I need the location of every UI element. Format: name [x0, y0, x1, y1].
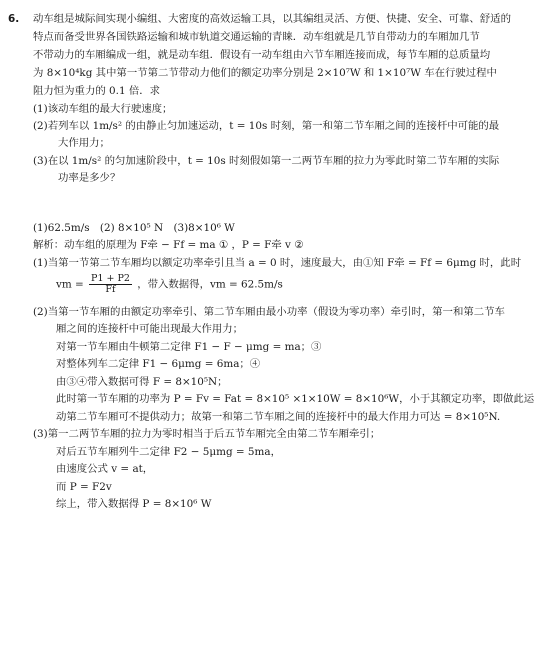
solution-line: 对第一节车厢由牛顿第二定律 F1 − F − μmg = ma；③ — [56, 341, 322, 353]
formula-lhs: vm = — [56, 278, 84, 291]
question-stem-line: 特点而备受世界各国铁路运输和城市轨道交通运输的青睐．动车组就是几节自带动力的车厢加几节 — [33, 31, 480, 43]
solution-line: 综上，带入数据得 P = 8×10⁶ W — [56, 498, 212, 510]
solution-line: (3)第一二两节车厢的拉力为零时相当于后五节车厢完全由第二节车厢牵引； — [33, 428, 381, 440]
question-part-2-cont: 大作用力； — [58, 137, 110, 149]
fraction-denominator: Ff — [105, 284, 116, 295]
solution-line: 对整体列车二定律 F1 − 6μmg = 6ma；④ — [56, 358, 261, 370]
solution-line: (1)当第一节第二节车厢均以额定功率牵引且当 a = 0 时，速度最大，由①知 F牵 = Ff = 6μmg 时，此时 — [33, 257, 522, 269]
question-stem-line: 不带动力的车厢编成一组，就是动车组．假设有一动车组由六节车厢连接而成，每节车厢的总质量均 — [33, 49, 491, 61]
solution-line: 对后五节车厢列牛二定律 F2 − 5μmg = 5ma， — [56, 446, 281, 458]
velocity-formula-line — [56, 274, 283, 295]
question-part-3: (3)在以 1m/s² 的匀加速阶段中，t = 10s 时刻假如第一二两节车厢的拉力为零此时第二节车厢的实际 — [33, 155, 500, 167]
velocity-fraction — [89, 274, 132, 295]
solution-line: 动第二节车厢可不提供动力；故第一和第二节车厢之间的连接杆中的最大作用力可达 = 8×10⁵N. — [56, 411, 501, 423]
solution-line: 厢之间的连接杆中可能出现最大作用力； — [56, 323, 244, 335]
question-part-2: (2)若列车以 1m/s² 的由静止匀加速运动，t = 10s 时刻，第一和第二节车厢之间的连接杆中可能的最 — [33, 120, 500, 132]
question-part-3-cont: 功率是多少？ — [58, 172, 121, 184]
solution-line: 解析：动车组的原理为 F牵 − Ff = ma ① ，P = F牵 v ② — [33, 239, 304, 251]
question-number: 6. — [8, 13, 20, 25]
solution-line: (2)当第一节车厢的由额定功率牵引、第二节车厢由最小功率（假设为零功率）牵引时，第一和第二节车 — [33, 306, 505, 318]
solution-line: 由速度公式 v = at， — [56, 463, 154, 475]
answer-summary: (1)62.5m/s (2) 8×10⁵ N (3)8×10⁶ W — [33, 222, 235, 234]
question-stem-line: 为 8×10⁴kg 其中第一节第二节带动力他们的额定功率分别是 2×10⁷W 和 1×10⁷W 车在行驶过程中 — [33, 67, 497, 79]
question-part-1: (1)该动车组的最大行驶速度； — [33, 103, 173, 115]
solution-line: ，带入数据得，vm = 62.5m/s — [137, 278, 283, 291]
solution-line: 由③④带入数据可得 F = 8×10⁵N； — [56, 376, 228, 388]
question-stem-line: 动车组是城际间实现小编组、大密度的高效运输工具，以其编组灵活、方便、快捷、安全、可靠、舒适的 — [33, 13, 511, 25]
solution-line: 此时第一节车厢的功率为 P = Fv = Fat = 8×10⁵ ×1×10W = 8×10⁶W，小于其额定功率，即做此运 — [56, 393, 535, 405]
question-stem-line: 阻力恒为重力的 0.1 倍．求 — [33, 85, 161, 97]
fraction-numerator: P1 + P2 — [91, 273, 130, 284]
solution-line: 而 P = F2v — [56, 481, 112, 493]
